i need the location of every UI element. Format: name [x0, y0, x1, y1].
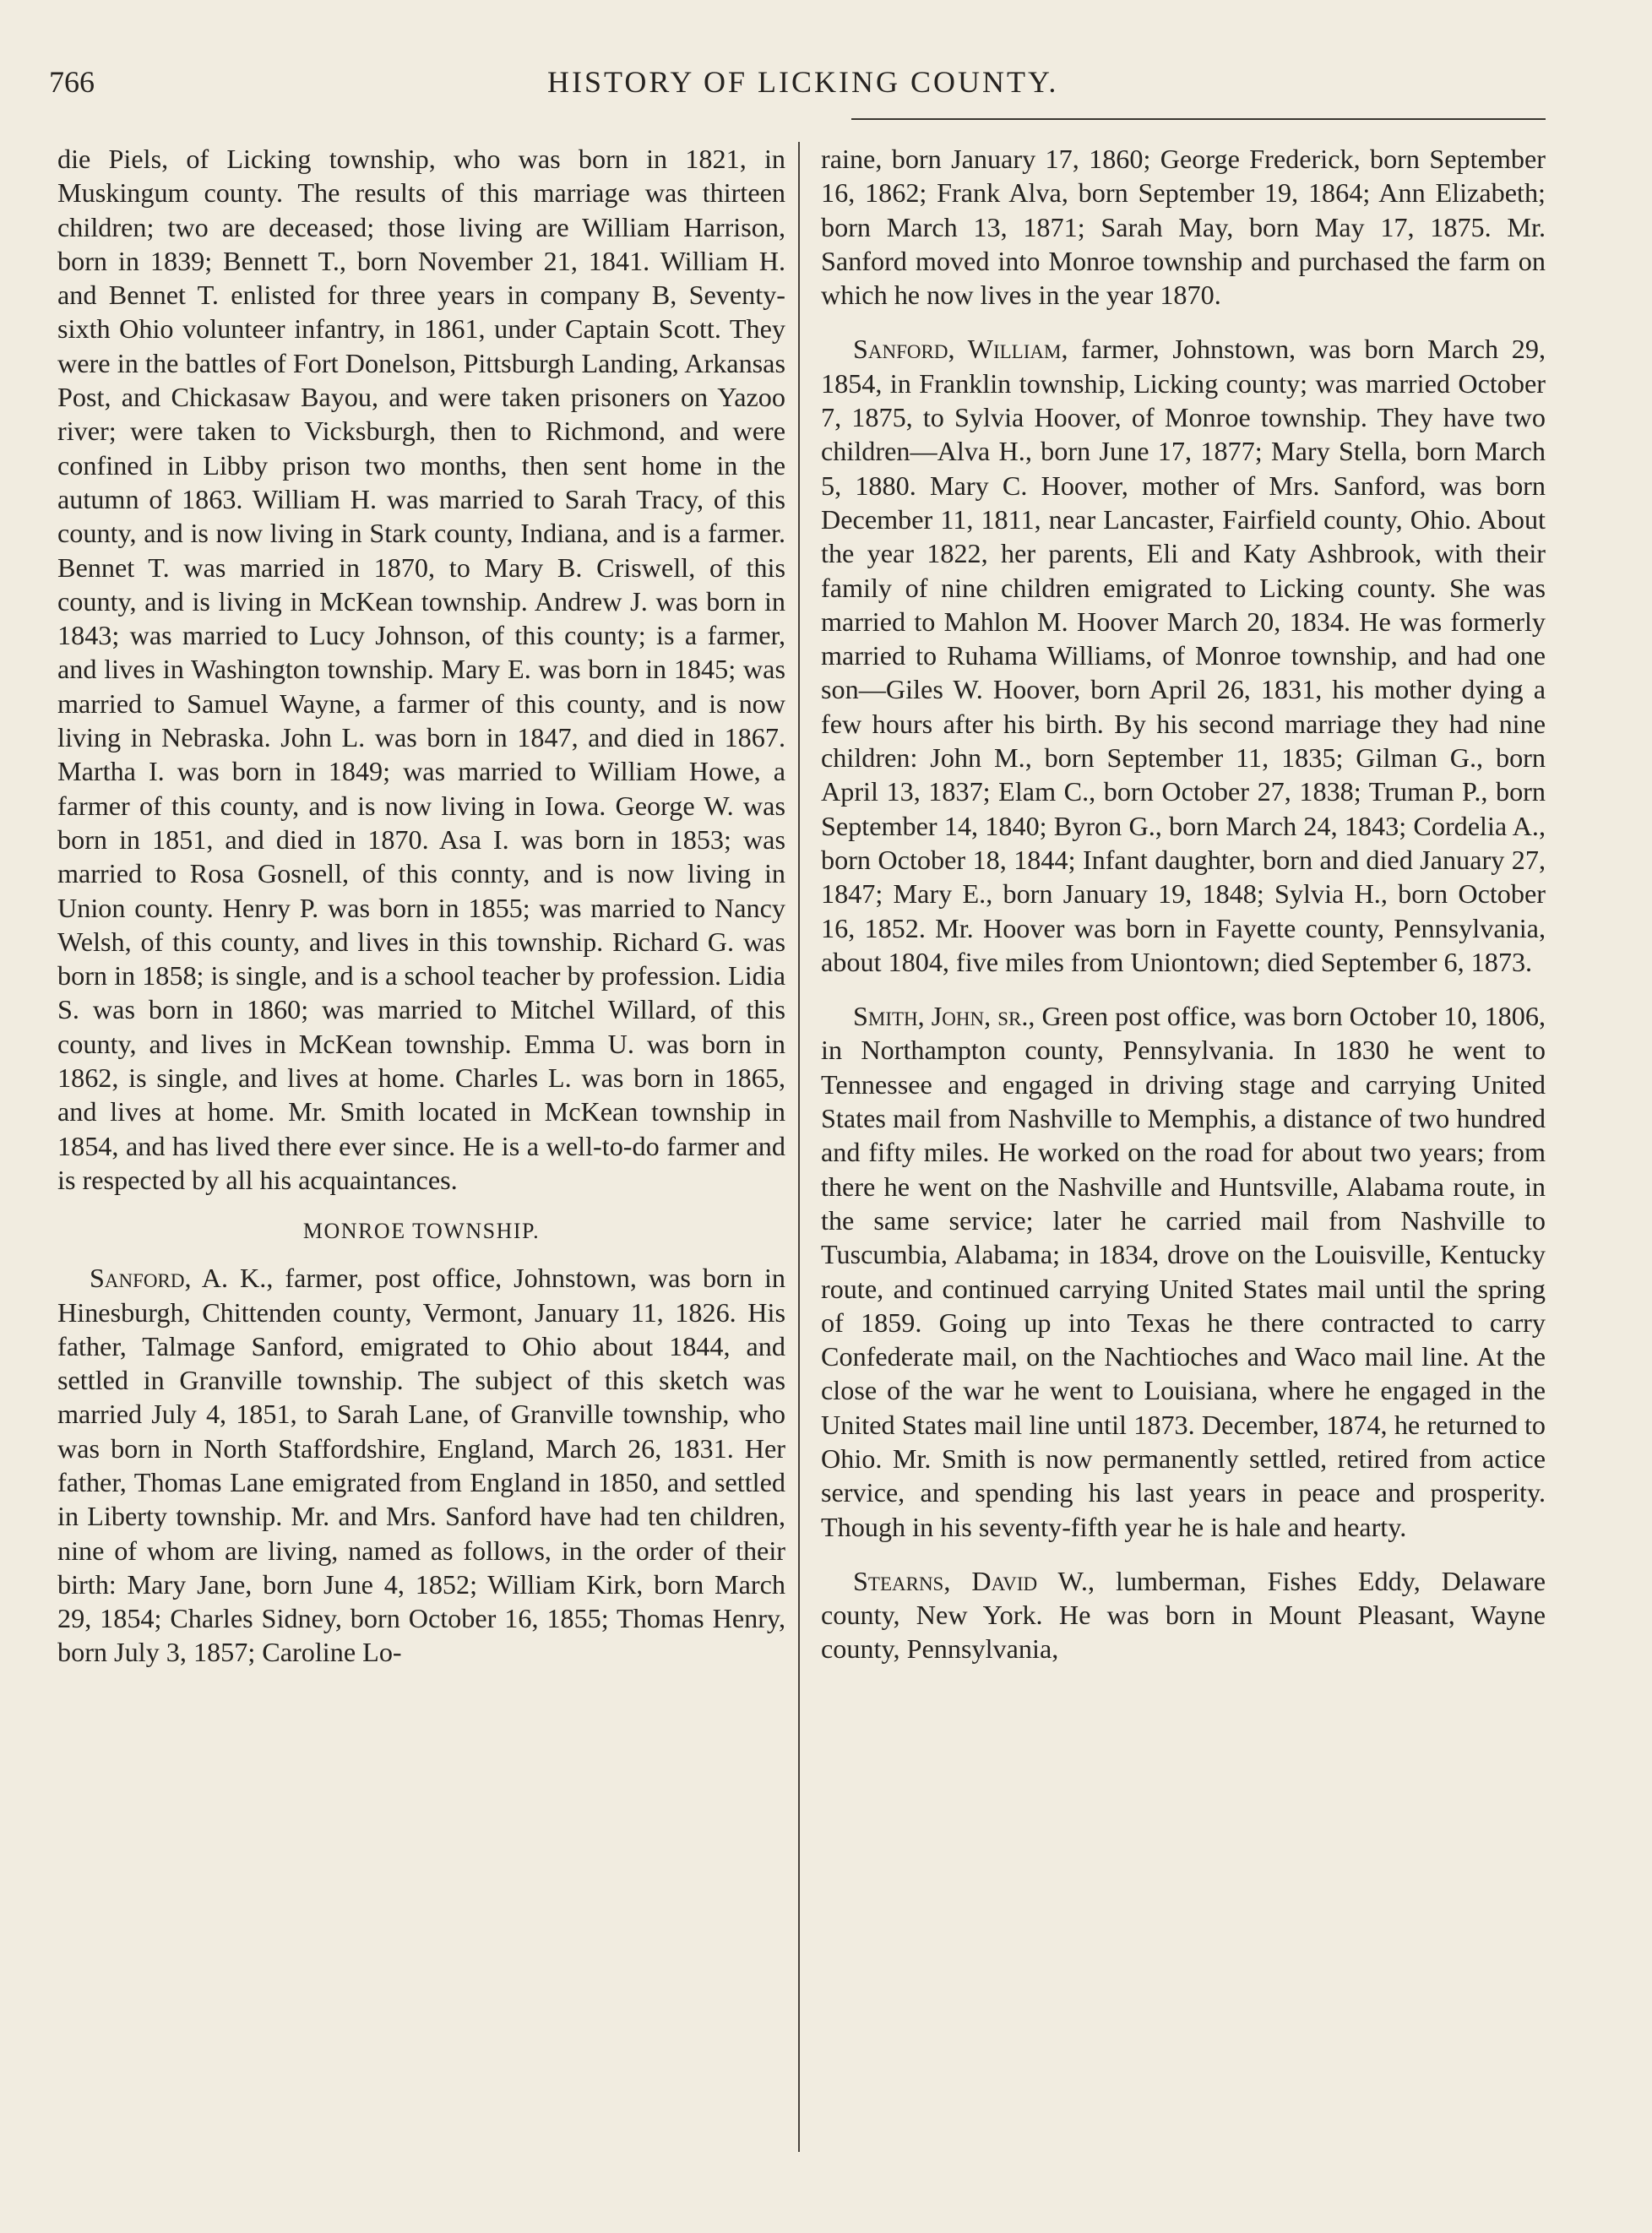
sanford-family-continuation: raine, born January 17, 1860; George Frederick, born September 16, 1862; Frank Alva, born September 19, 1864; Ann Elizabeth; born March 13, 1871; Sarah May, born May 17, 1875. Mr. Sanford moved into Monroe township and purchased the farm on which he now lives in the year 1870.	[821, 144, 1546, 311]
entry-sanford-william	[821, 332, 1546, 979]
entry-text: Green post office, was born October 10, 1806, in Northampton county, Pennsylvania. In 1830 he went to Tennessee and engaged in driving stage and carrying United States mail from Nashville to Memphis, a distance of two hundred and fifty miles. He worked on the road for about two years; from there he went on the Nashville and Huntsville, Alabama route, in the same service; later he carried mail from Nashville to Tuscumbia, Alabama; in 1834, drove on the Louisville, Kentucky route, and continued carrying United States mail until the spring of 1859. Going up into Texas he there contracted to carry Confederate mail, on the Nachtioches and Waco mail line. At the close of the war he went to Louisiana, where he engaged in the United States mail line until 1873. December, 1874, he returned to Ohio. Mr. Smith is now permanently settled, retired from actice service, and spending his last years in peace and prosperity. Though in his seventy-fifth year he is hale and hearty.	[821, 1001, 1546, 1542]
entry-text: farmer, Johnstown, was born March 29, 1854, in Franklin township, Licking county; was married October 7, 1875, to Sylvia Hoover, of Monroe township. They have two children—Alva H., born June 17, 1877; Mary Stella, born March 5, 1880. Mary C. Hoover, mother of Mrs. Sanford, was born December 11, 1811, near Lancaster, Fairfield county, Ohio. About the year 1822, her parents, Eli and Katy Ashbrook, with their family of nine children emigrated to Licking county. She was married to Mahlon M. Hoover March 20, 1834. He was formerly married to Ruhama Williams, of Monroe township, and had one son—Giles W. Hoover, born April 26, 1831, his mother dying a few hours after his birth. By his second marriage they had nine children: John M., born September 11, 1835; Gilman G., born April 13, 1837; Elam C., born October 27, 1838; Truman P., born September 14, 1840; Byron G., born March 24, 1843; Cordelia A., born October 18, 1844; Infant daughter, born and died January 27, 1847; Mary E., born January 19, 1848; Sylvia H., born October 16, 1852. Mr. Hoover was born in Fayette county, Pennsylvania, about 1804, five miles from Uniontown; died September 6, 1873.	[821, 334, 1546, 977]
entry-name: Stearns, David W.,	[853, 1565, 1095, 1596]
entry-name: Sanford, A. K.,	[90, 1263, 274, 1294]
left-column	[57, 142, 785, 1670]
page-header	[49, 57, 1551, 108]
column-divider	[798, 142, 800, 2152]
entry-smith-john	[821, 999, 1546, 1544]
entry-text: lumberman, Fishes Eddy, Delaware county, New York. He was born in Mount Pleasant, Wayne county, Pennsylvania,	[821, 1565, 1546, 1665]
header-rule	[851, 118, 1546, 120]
smith-family-continuation: die Piels, of Licking township, who was born in 1821, in Muskingum county. The results of this marriage was thirteen children; two are deceased; those living are William Harrison, born in 1839; Bennett T., born November 21, 1841. William H. and Bennet T. enlisted for three years in company B, Seventy-sixth Ohio volunteer infantry, in 1861, under Captain Scott. They were in the battles of Fort Donelson, Pittsburgh Landing, Arkansas Post, and Chickasaw Bayou, and were taken prisoners on Yazoo river; were taken to Vicksburgh, then to Richmond, and were confined in Libby prison two months, then sent home in the autumn of 1863. William H. was married to Sarah Tracy, of this county, and is now living in Stark county, Indiana, and is a farmer. Bennet T. was married in 1870, to Mary B. Criswell, of this county, and is living in McKean township. Andrew J. was born in 1843; was married to Lucy Johnson, of this county; is a farmer, and lives in Washington township. Mary E. was born in 1845; was married to Samuel Wayne, a farmer of this county, and is now living in Nebraska. John L. was born in 1847, and died in 1867. Martha I. was born in 1849; was married to William Howe, a farmer of this county, and is now living in Iowa. George W. was born in 1851, and died in 1870. Asa I. was born in 1853; was married to Rosa Gosnell, of this connty, and is now living in Union county. Henry P. was born in 1855; was married to Nancy Welsh, of this county, and lives in this township. Richard G. was born in 1858; is single, and is a school teacher by profession. Lidia S. was born in 1860; was married to Mitchel Willard, of this county, and lives in McKean township. Emma U. was born in 1862, is single, and lives at home. Charles L. was born in 1865, and lives at home. Mr. Smith located in McKean township in 1854, and has lived there ever since. He is a well-to-do farmer and is respected by all his acquaintances.	[57, 144, 785, 1195]
entry-name: Smith, John, sr.,	[853, 1001, 1035, 1032]
right-column	[821, 142, 1546, 1666]
entry-stearns-david	[821, 1564, 1546, 1666]
page-number: 766	[49, 65, 95, 99]
entry-text: farmer, post office, Johnstown, was born in Hinesburgh, Chittenden county, Vermont, January 11, 1826. His father, Talmage Sanford, emigrated to Ohio about 1844, and settled in Granville township. The subject of this sketch was married July 4, 1851, to Sarah Lane, of Granville township, who was born in North Staffordshire, England, March 26, 1831. Her father, Thomas Lane emigrated from England in 1850, and settled in Liberty township. Mr. and Mrs. Sanford have had ten children, nine of whom are living, named as follows, in the order of their birth: Mary Jane, born June 4, 1852; William Kirk, born March 29, 1854; Charles Sidney, born October 16, 1855; Thomas Henry, born July 3, 1857; Caroline Lo-	[57, 1263, 786, 1668]
section-heading: MONROE TOWNSHIP.	[302, 1219, 541, 1244]
entry-name: Sanford, William,	[853, 334, 1068, 365]
entry-sanford-ak	[57, 1261, 785, 1670]
running-title: HISTORY OF LICKING COUNTY.	[547, 65, 1059, 99]
